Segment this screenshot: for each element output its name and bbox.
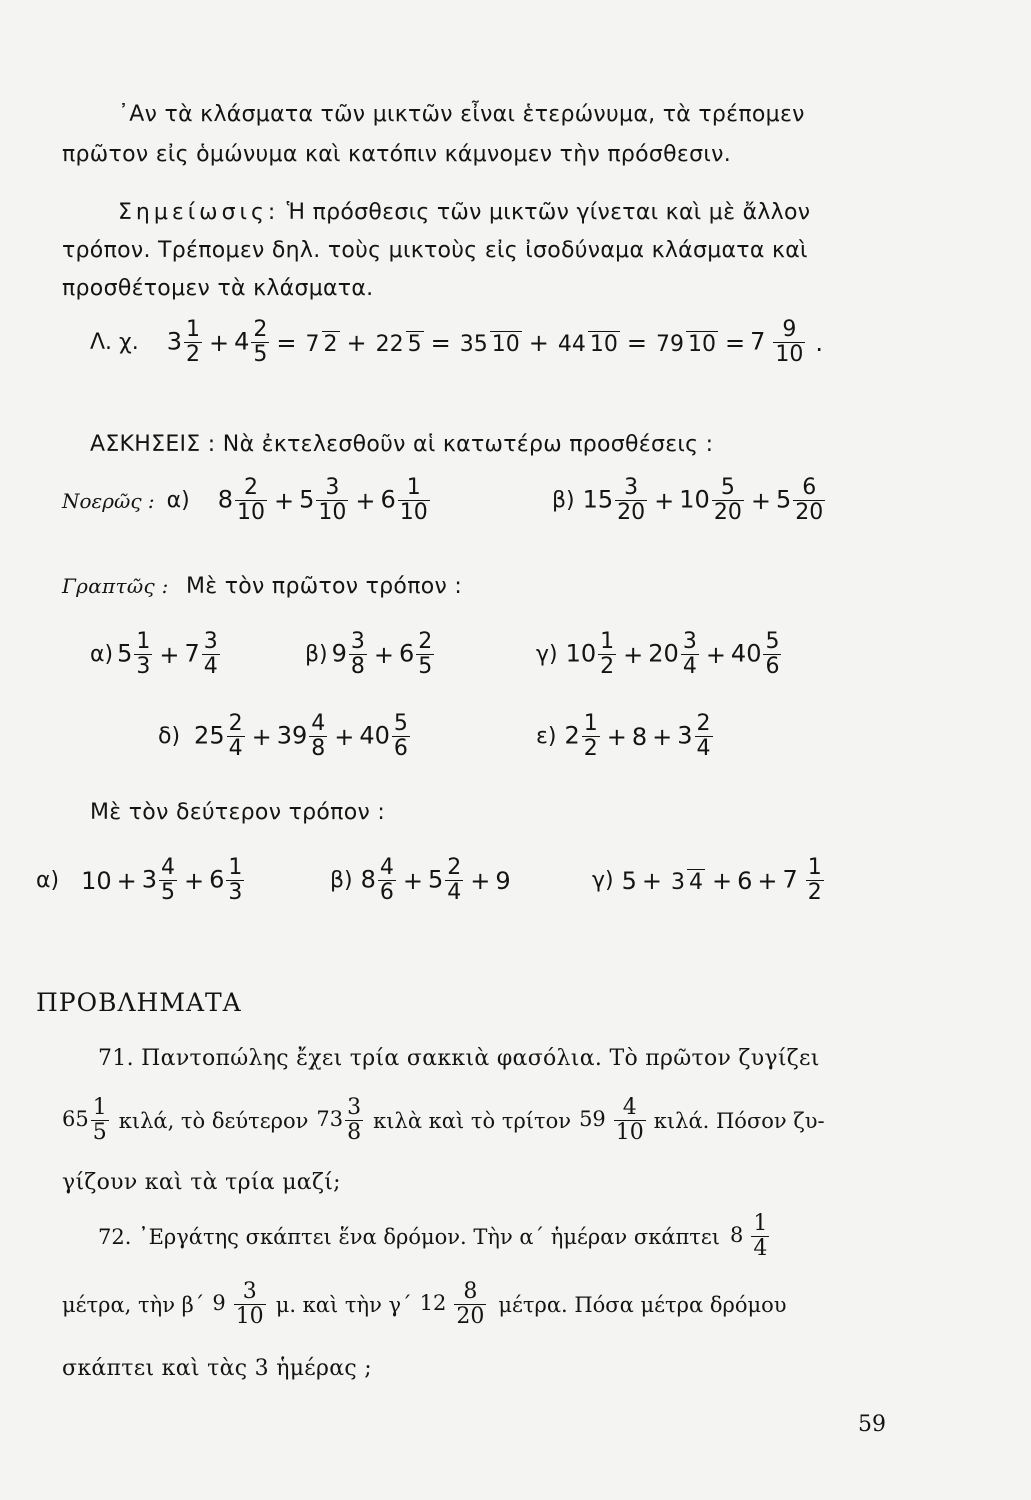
problem-72-line-3: σκάπτει καὶ τὰς 3 ἡμέρας ;	[62, 1356, 373, 1381]
note-line-1-rest: Ἡ πρόσθεσις τῶν μικτῶν γίνεται καὶ μὲ ἄλλον	[286, 200, 811, 225]
problem-71-line-3: γίζουν καὶ τὰ τρία μαζί;	[62, 1170, 341, 1195]
example-term: 44 10	[557, 331, 618, 357]
intro-line-1: ᾿Αν τὰ κλάσματα τῶν μικτῶν εἶναι ἑτερώνυμα, τὰ τρέπομεν	[118, 102, 805, 127]
oral-b: β) 15 $\frac{3}{20}$ + 10 $\frac{5}{20}$ + 5 $\frac{6}{20}$	[552, 475, 824, 525]
exercises-title: ΑΣΚΗΣΕΙΣ : Νὰ ἐκτελεσθοῦν αἱ κατωτέρω προσθέσεις :	[90, 432, 714, 457]
example-term: 7 2	[305, 331, 338, 357]
example-equation: Λ. χ. 3 $\frac{1}{2}$ + 4 $\frac{2}{5}$ = 7 2 + 22 5 = 35 10 + 44 10 = 79 10 = 7 $\frac{9}{10}$ .	[90, 317, 823, 367]
problems-title: ΠΡΟΒΛΗΜΑΤΑ	[36, 988, 242, 1017]
written-b: β) 9 $\frac{3}{8}$ + 6 $\frac{2}{5}$	[305, 629, 433, 679]
example-label: Λ. χ.	[90, 330, 139, 355]
intro-line-2: πρῶτον εἰς ὁμώνυμα καὶ κατόπιν κάμνομεν τὴν πρόσθεσιν.	[62, 142, 731, 167]
written-c: γ) 10 $\frac{1}{2}$ + 20 $\frac{3}{4}$ + 40 $\frac{5}{6}$	[536, 629, 780, 679]
written-e: ε) 2 $\frac{1}{2}$ + 8 + 3 $\frac{2}{4}$	[536, 711, 711, 761]
example-term: 79 10	[655, 331, 716, 357]
oral-label: Νοερῶς :	[62, 488, 155, 513]
second-b: β) 8 $\frac{4}{6}$ + 5 $\frac{2}{4}$ + 9	[330, 855, 511, 905]
written-heading	[62, 574, 462, 599]
problem-72-line-2: μέτρα, τὴν β΄ 9 $\frac{3}{10}$ μ. καὶ τὴν γ΄ 12 $\frac{8}{20}$ μέτρα. Πόσα μέτρα δρόμου	[62, 1279, 787, 1329]
second-a: α) 10 + 3 $\frac{4}{5}$ + 6 $\frac{1}{3}$	[36, 855, 243, 905]
problem-71-line-1: 71. Παντοπώλης ἔχει τρία σακκιὰ φασόλια. Τὸ πρῶτον ζυγίζει	[98, 1046, 820, 1071]
first-method-label: Μὲ τὸν πρῶτον τρόπον :	[185, 574, 463, 599]
example-term: 22 5	[375, 331, 422, 357]
note-line-2: τρόπον. Τρέπομεν δηλ. τοὺς μικτοὺς εἰς ἰσοδύναμα κλάσματα καὶ	[62, 238, 808, 263]
example-term: 4 $\frac{2}{5}$	[234, 317, 268, 367]
note-label: Σημείωσις:	[118, 200, 280, 225]
written-a: α) 5 $\frac{1}{3}$ + 7 $\frac{3}{4}$	[90, 629, 218, 679]
example-term: 35 10	[459, 331, 520, 357]
written-d: δ) 25 $\frac{2}{4}$ + 39 $\frac{4}{8}$ + 40 $\frac{5}{6}$	[158, 711, 408, 761]
second-c: γ) 5 + 3 4 + 6 + 7 $\frac{1}{2}$	[592, 855, 822, 905]
written-label: Γραπτῶς :	[62, 574, 169, 598]
note-line-1	[118, 200, 810, 225]
problem-71-line-2: 65 $\frac{1}{5}$ κιλά, τὸ δεύτερον 73 $\frac{3}{8}$ κιλὰ καὶ τὸ τρίτον 59 $\frac{4}{10}$ κιλά. Πόσον ζυ-	[62, 1095, 825, 1145]
second-method-label: Μὲ τὸν δεύτερον τρόπον :	[90, 800, 386, 825]
note-line-3: προσθέτομεν τὰ κλάσματα.	[62, 276, 374, 301]
oral-a: Νοερῶς : α) 8 $\frac{2}{10}$ + 5 $\frac{3}{10}$ + 6 $\frac{1}{10}$	[62, 475, 428, 525]
problem-72-line-1: 72. ᾿Εργάτης σκάπτει ἕνα δρόμον. Τὴν α΄ ἡμέραν σκάπτει 8 $\frac{1}{4}$	[98, 1211, 768, 1261]
page-number: 59	[858, 1412, 886, 1437]
example-term: 7 $\frac{9}{10}$	[750, 317, 804, 367]
example-term: 3 $\frac{1}{2}$	[166, 317, 201, 367]
